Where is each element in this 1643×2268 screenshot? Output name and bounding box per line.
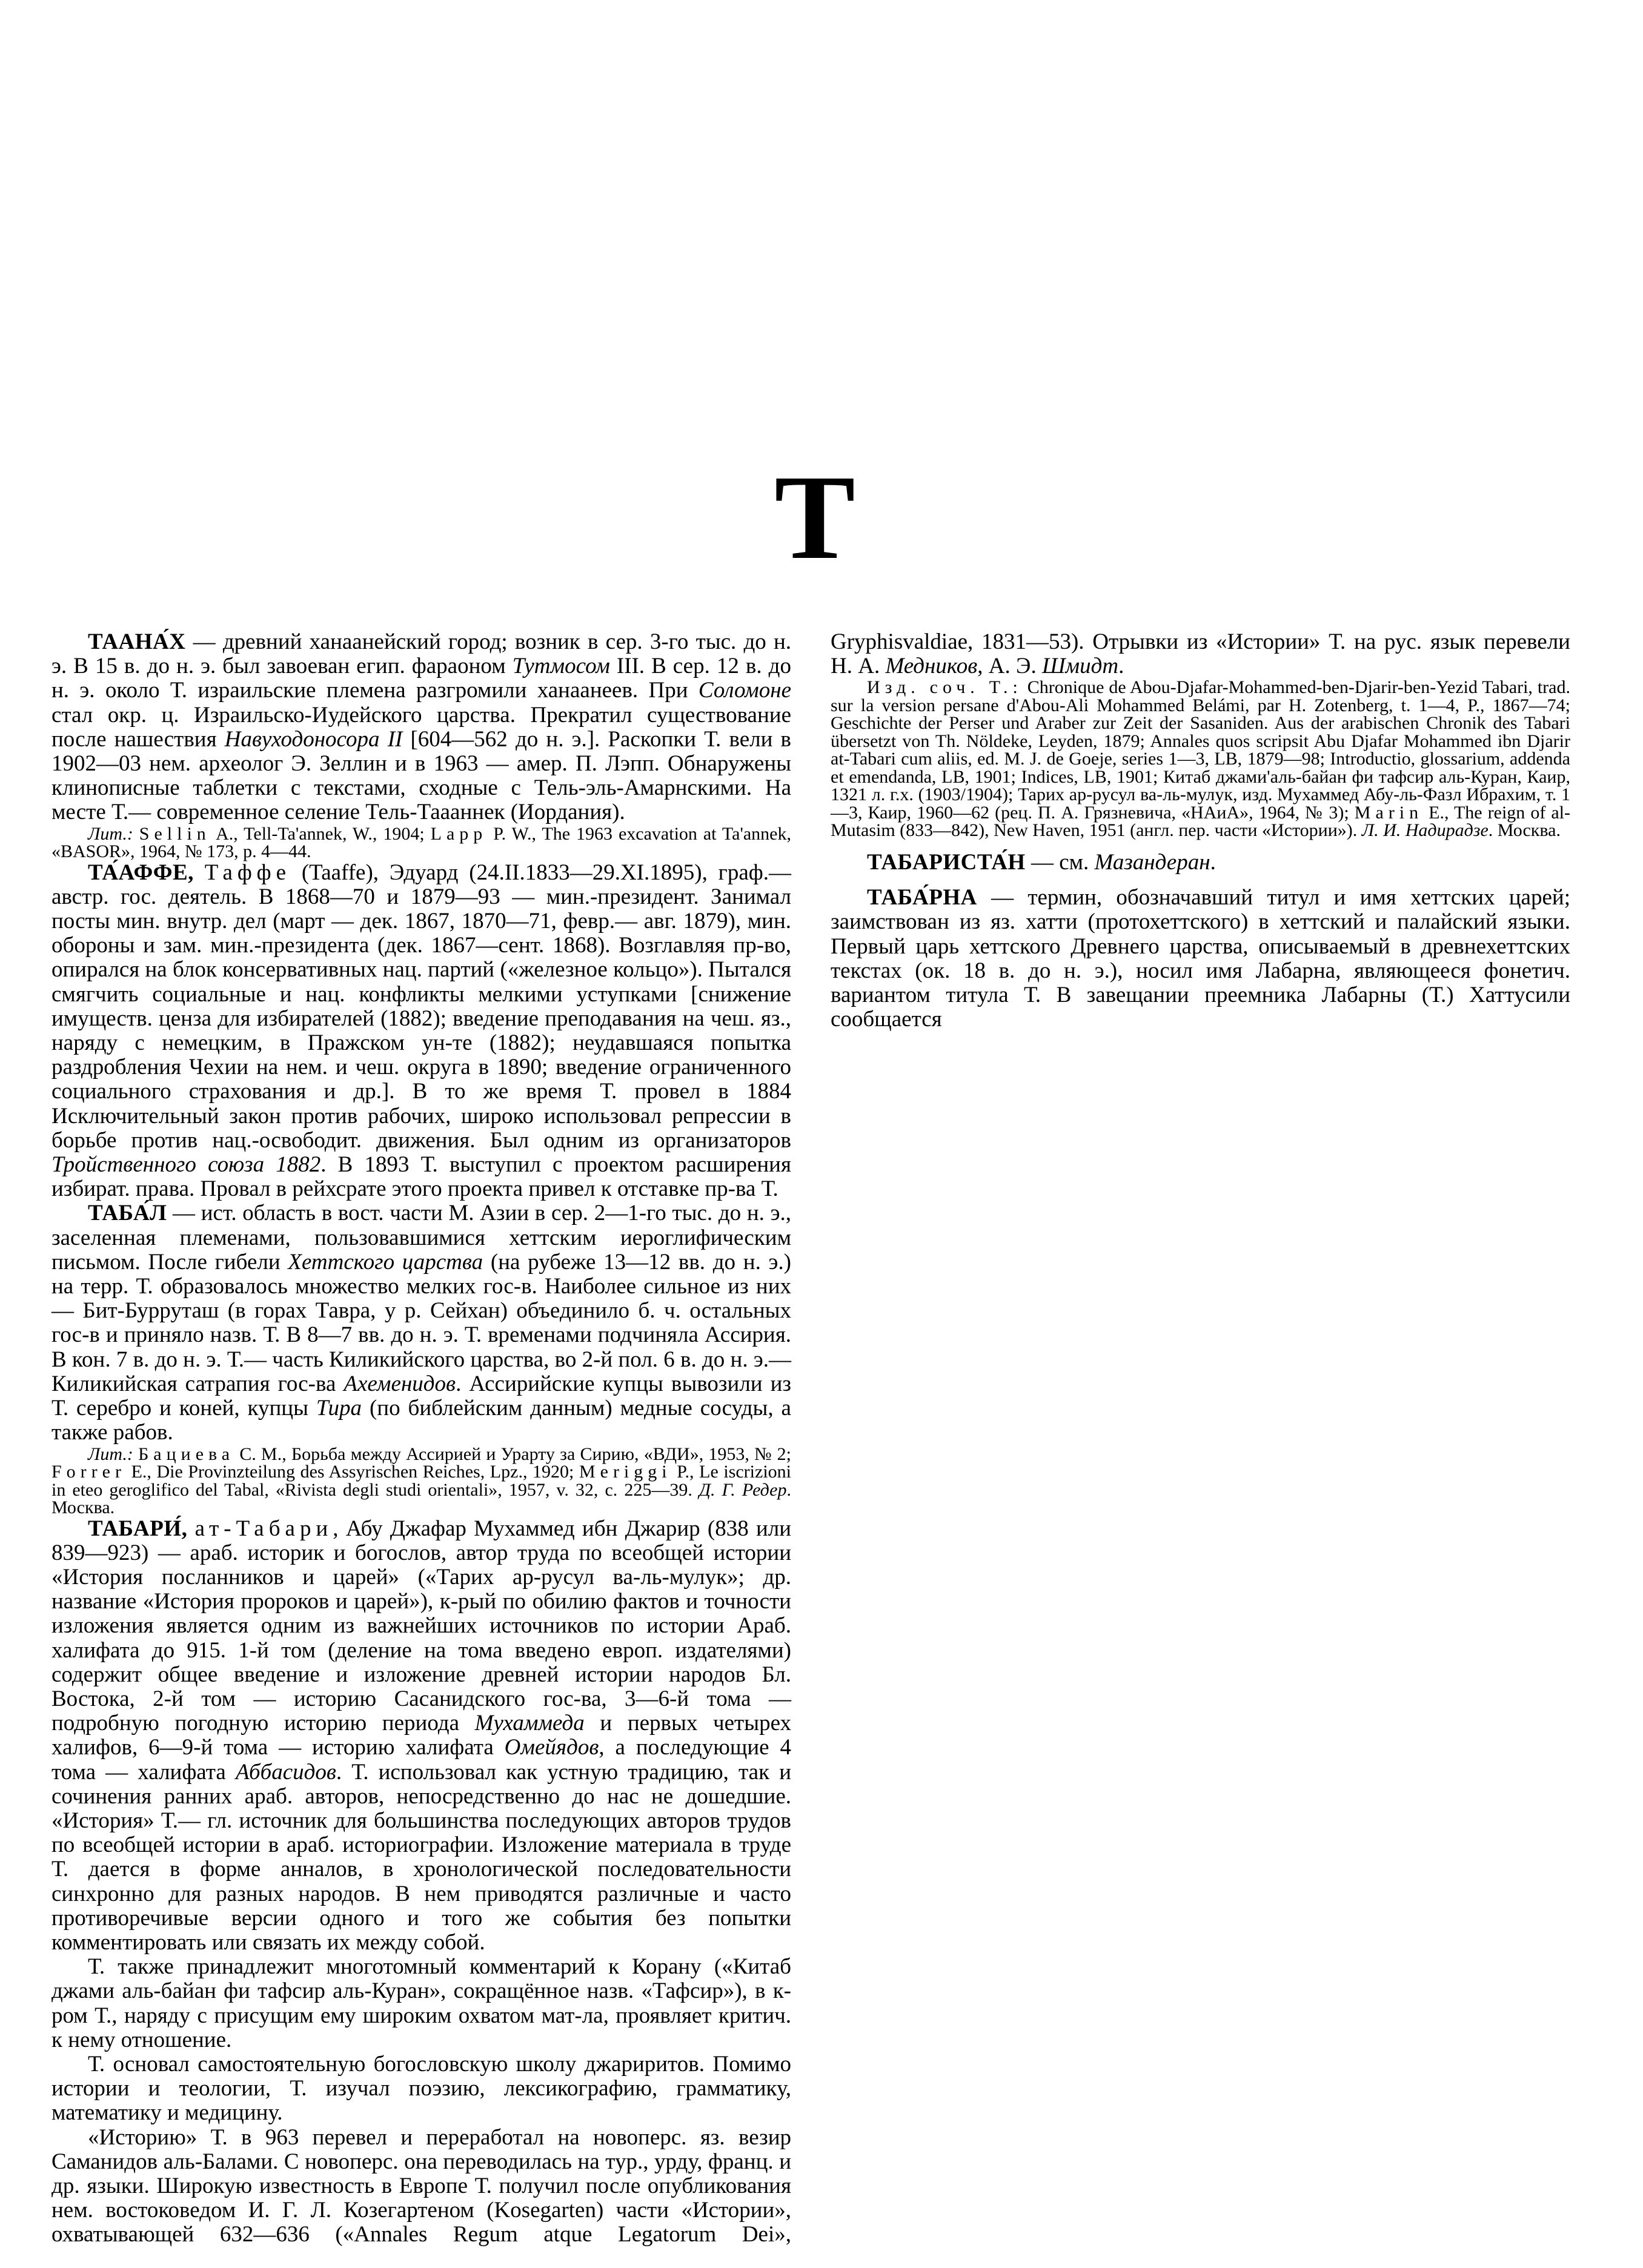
section-letter: Т <box>774 451 855 585</box>
text-run: E., Die Provinzteilung des Assyrischen Reiches, Lpz., 1920; <box>125 1462 579 1482</box>
entry-headword: ТАБАРИ́, <box>88 1516 188 1541</box>
spaced-text: Lapp <box>430 823 488 844</box>
text-run: — см. <box>1025 849 1095 875</box>
article-paragraph <box>51 630 791 825</box>
italic-text: Тройственного союза 1882 <box>51 1152 321 1178</box>
text-run: . <box>1210 849 1216 875</box>
spaced-text: Meriggi <box>579 1462 672 1482</box>
entry-headword: ТАБА́РНА <box>867 885 977 910</box>
article-paragraph <box>51 1517 791 1955</box>
dictionary-entry-tabal <box>51 1201 791 1516</box>
dictionary-entry-taanakh <box>51 630 791 861</box>
text-run: Т. также принадлежит многотомный комментарий к Корану («Китаб джами аль-байан фи тафсир аль-Куран», сокращённое назв. «Тафсир»), в к-ром Т., наряду с присущим ему широким охватом мат-ла, проявляет критич. к нему отношение. <box>51 1954 791 2052</box>
text-run: , а последующие 4 тома — халифата <box>51 1735 791 1785</box>
text-run: . В 1893 Т. выступил с проектом расширения избират. права. Провал в рейхсрате этого проекта привел к отставке пр-ва Т. <box>51 1152 792 1202</box>
text-run: — ист. область в вост. части М. Азии в сер. 2—1-го тыс. до н. э., заселенная племенами, пользовавшимися хеттским иероглифическим письмом. После гибели <box>51 1201 791 1275</box>
text-run: . Москва. <box>51 1479 791 1517</box>
text-run: (по библейским данным) медные сосуды, а также рабов. <box>51 1396 791 1445</box>
text-run: , Абу Джафар Мухаммед ибн Джарир (838 или 839—923) — араб. историк и богослов, автор труда по всеобщей истории «История посланников и царей» («Тарих ар-русул ва-ль-мулук»; др. название «История пророков и царей»), к-рый по обилию фактов и точности изложения является одним из важнейших источников по истории Араб. халифата до 915. 1-й том (деление на тома введено европ. издателями) содержит общее введение и изложение древней истории народов Бл. Востока, 2-й том — историю Сасанидского гос-ва, 3—6-й тома — подробную погодную историю периода <box>51 1516 792 1736</box>
spaced-text: Таффе <box>204 860 291 885</box>
spaced-text: Изд. соч. Т.: <box>867 677 1023 698</box>
literature-reference <box>831 678 1570 840</box>
text-run <box>133 1444 138 1464</box>
italic-text: Ахеменидов <box>344 1371 456 1396</box>
text-run: , А. Э. <box>977 654 1042 679</box>
text-run: — древний ханаанейский город; возник в сер. 3-го тыс. до н. э. В 15 в. до н. э. был завоеван егип. фараоном <box>51 629 791 679</box>
text-run: P., Le iscrizioni in eteo geroglifico del Tabal, «Rivista degli studi orientali», 1957, v. 32, c. 225—39. <box>51 1462 791 1500</box>
italic-text: Мазандеран <box>1094 849 1210 875</box>
article-flow <box>51 630 1570 2253</box>
dictionary-entry-tabarna <box>831 886 1570 1032</box>
text-run <box>187 1516 194 1541</box>
italic-text: Лит.: <box>88 823 133 844</box>
article-paragraph <box>51 2052 791 2126</box>
text-run: Chronique de Abou-Djafar-Mohammed-ben-Djarir-ben-Yezid Tabari, trad. sur la version persane d'Abou-Ali Mohammed Belámi, par H. Zotenberg, t. 1—4, P., 1867—74; Geschichte der Perser und Araber zur Zeit der Sasaniden. Aus der arabischen Chronik des Tabari übersetzt von Th. Nöldeke, Leyden, 1879; Annales quos scripsit Abu Djafar Mohammed ibn Djarir at-Tabari cum aliis, ed. M. J. de Goeje, series 1—3, LB, 1879—98; Introductio, glossarium, addenda et emendanda, LB, 1901; Indices, LB, 1901; Китаб джами'аль-байан фи тафсир аль-Куран, Каир, 1321 л. г.х. (1903/1904); Тарих ар-русул ва-ль-мулук, изд. Мухаммед Абу-ль-Фазл Ибрахим, т. 1—3, Каир, 1960—62 (рец. П. А. Грязневича, «НАиА», 1964, № 3); <box>831 677 1570 823</box>
text-run: . Т. использовал как устную традицию, так и сочинения ранних араб. авторов, непосредственно до нас не дошедшие. «История» Т.— гл. источник для большинства последующих авторов трудов по всеобщей истории в араб. историографии. Изложение материала в труде Т. дается в форме анналов, в хронологической последовательности синхронно для разных народов. В нем приводятся различные и часто противоречивые версии одного и того же события без попытки комментировать или связать их между собой. <box>51 1759 791 1955</box>
spaced-text: Marin <box>1354 802 1424 823</box>
text-run: . <box>1118 654 1124 679</box>
entry-headword: ТАБАРИСТА́Н <box>867 849 1026 875</box>
text-run: (Taaffe), Эдуард (24.II.1833—29.XI.1895), граф.— австр. гос. деятель. В 1868—70 и 1879—93 — мин.-президент. Занимал посты мин. внутр. дел (март — дек. 1867, 1870—71, февр.— авг. 1879), мин. обороны и зам. мин.-президента (дек. 1867—сент. 1868). Возглавляя пр-во, опирался на блок консервативных нац. партий («железное кольцо»). Пытался смягчить социальные и нац. конфликты мелкими уступками [снижение имуществ. ценза для избирателей (1882); введение преподавания на чеш. яз., наряду с немецким, в Пражском ун-те (1882); неудавшаяся попытка раздробления Чехии на нем. и чеш. округа в 1890; введение ограниченного социального страхования и др.]. В то же время Т. провел в 1884 Исключительный закон против рабочих, широко использовал репрессии в борьбе против нац.-освободит. движения. Был одним из организаторов <box>51 860 791 1153</box>
literature-reference <box>51 1445 791 1517</box>
text-run: стал окр. ц. Израильско-Иудейского царства. Прекратил существование после нашествия <box>51 702 791 752</box>
italic-text: Соломоне <box>698 678 791 703</box>
literature-reference <box>51 825 791 861</box>
italic-text: Навуходоносора II <box>224 726 403 752</box>
dictionary-entry-tabaristan <box>831 850 1570 875</box>
article-paragraph <box>51 1201 791 1445</box>
italic-text: Хеттского царства <box>288 1249 483 1275</box>
article-paragraph <box>51 861 791 1202</box>
italic-text: Омейядов <box>504 1735 599 1760</box>
text-run: [604—562 до н. э.]. Раскопки Т. вели в 1902—03 нем. археолог Э. Зеллин и в 1963 — амер. П. Лэпп. Обнаружены клинописные таблетки с текстами, сходные с Тель-эль-Амарнскими. На месте Т.— современное селение Тель-Таааннек (Иордания). <box>51 726 791 825</box>
italic-text: Лит.: <box>88 1444 133 1464</box>
text-run: — термин, обозначавший титул и имя хеттских царей; заимствован из яз. хатти (протохеттского) в хеттский и палайский языки. Первый царь хеттского Древнего царства, описываемый в древнехеттских текстах (ок. 18 в. до н. э.), носил имя Лабарна, являющееся фонетич. вариантом титула Т. В завещании преемника Лабарны (Т.) Хаттусили сообщается <box>831 885 1570 1032</box>
italic-text: Аббасидов <box>235 1759 336 1785</box>
italic-text: Мухаммеда <box>474 1711 585 1736</box>
text-run: III. В сер. 12 в. до н. э. около Т. израильские племена разгромили ханаанеев. При <box>51 654 791 703</box>
text-run: . Москва. <box>1488 820 1561 841</box>
italic-text: Тира <box>316 1396 362 1421</box>
article-paragraph <box>831 850 1570 875</box>
text-run: С. М., Борьба между Ассирией и Урарту за Сирию, «ВДИ», 1953, № 2; <box>234 1444 792 1464</box>
spaced-text: Бациева <box>138 1444 235 1464</box>
text-run: «Историю» Т. в 963 перевел и переработал на новоперс. яз. везир Саманидов аль-Балами. С новоперс. она переводилась на тур., урду, франц. и др. языки. Широкую известность в Европе Т. получил после опубликования нем. востоковедом И. Г. Л. Козегартеном (Kosegarten) части «Истории», охватывающей 632—636 («Annales Regum atque Legatorum Dei», Gryphisvaldiae, 1831—53). Отрывки из «Истории» Т. на рус. язык перевели Н. А. <box>51 629 1570 2247</box>
text-run: A., Tell-Ta'annek, W., 1904; <box>210 823 431 844</box>
italic-text: Д. Г. Редер <box>699 1479 787 1500</box>
text-run: и первых четырех халифов, 6—9-й тома — историю халифата <box>51 1711 791 1760</box>
text-run: (на рубеже 13—12 вв. до н. э.) на терр. Т. образовалось множество мелких гос-в. Наиболее сильное из них — Бит-Бурруташ (в горах Тавра, у р. Сейхан) объединило б. ч. остальных гос-в и приняло назв. Т. В 8—7 вв. до н. э. Т. временами подчиняла Ассирия. В кон. 7 в. до н. э. Т.— часть Киликийского царства, во 2-й пол. 6 в. до н. э.— Киликийская сатрапия гос-ва <box>51 1249 791 1396</box>
italic-text: Медников <box>885 654 978 679</box>
dictionary-entry-taaffe <box>51 861 791 1202</box>
text-run: E., The reign of al-Mutasim (833—842), New Haven, 1951 (англ. пер. части «Истории»). <box>831 802 1570 841</box>
text-run <box>194 860 205 885</box>
entry-headword: ТАБА́Л <box>88 1201 167 1226</box>
article-paragraph <box>51 1955 791 2052</box>
italic-text: Шмидт <box>1041 654 1119 679</box>
article-paragraph <box>831 886 1570 1032</box>
text-run: . Ассирийские купцы вывозили из Т. серебро и коней, купцы <box>51 1371 791 1421</box>
italic-text: Л. И. Надирадзе <box>1361 820 1489 841</box>
text-run: Т. основал самостоятельную богословскую школу джариритов. Помимо истории и теологии, Т. изучал поэзию, лексикографию, грамматику, математику и медицину. <box>51 2051 791 2126</box>
text-run <box>133 824 139 844</box>
text-run: P. W., The 1963 excavation at Ta'annek, «BASOR», 1964, № 173, p. 4—44. <box>51 823 791 862</box>
spaced-text: Forrer <box>51 1462 126 1482</box>
italic-text: Туmмосом <box>512 654 610 679</box>
entry-headword: ТА́АФФЕ, <box>88 860 194 885</box>
spaced-text: ат-Табари <box>194 1516 333 1541</box>
entry-headword: ТААНА́Х <box>88 629 186 654</box>
spaced-text: Sellin <box>139 823 211 844</box>
